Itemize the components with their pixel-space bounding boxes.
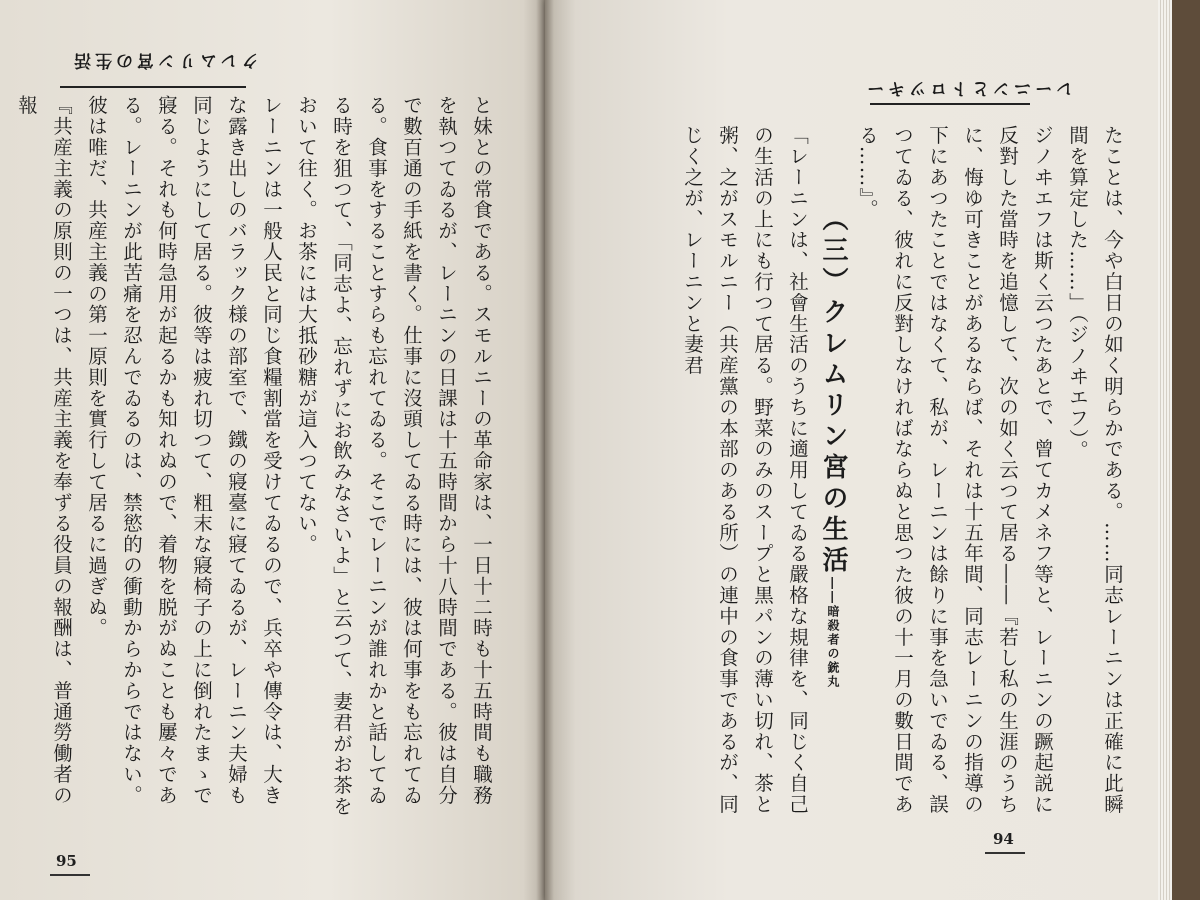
section-number: （三） — [818, 205, 848, 298]
right-header-rule — [870, 103, 1030, 105]
left-paragraph-1: と妹との常食である。スモルニーの革命家は、一日十二時も十五時間も職務を執つてゐるが、レーニンの日課は十五時間から十八時間である。彼は自分で數百通の手紙を書く。仕事に沒頭してゐる時には、彼は何事をも忘れてゐる。食事をすることすらも忘れてゐる。そこでレーニンが誰れかと話してゐる時を狙つて、「同志よ、忘れずにお飲みなさいよ」と云つて、妻君がお茶をおいて往く。お茶には大抵砂糖が這入つてない。 — [295, 95, 493, 817]
right-page — [545, 0, 1160, 900]
section-subtitle: ――暗殺者の銃丸 — [826, 577, 840, 689]
right-page-number: 94 — [993, 830, 1014, 848]
left-body-text — [9, 95, 499, 820]
right-running-header: レーニンとトロツキー — [863, 78, 1073, 98]
page-edges — [1158, 0, 1172, 900]
section-title: クレムリン宮の生活 — [818, 298, 848, 577]
left-paragraph-2: レーニンは一般人民と同じ食糧割當を受けてゐるので、兵卒や傳令は、大きな露き出しのバラック様の部室で、鐵の寢臺に寢てゐるが、レーニン夫婦も同じようにして居る。彼等は疲れ切つて、粗末な寢椅子の上に倒れたまゝで寢る。それも何時急用が起るかも知れぬので、着物を脱がぬことも屢々である。レーニンが此苦痛を忍んでゐるのは、禁慾的の衝動からからではない。彼は唯だ、共産主義の第一原則を實行して居るに過ぎぬ。 — [85, 95, 283, 806]
left-page — [0, 0, 545, 900]
right-paragraph-2: ジノヰエフは斯く云つたあとで、曾てカメネフ等と、レーニンの蹶起説に反對した當時を追憶して、次の如く云つて居る――『若し私の生涯のうちに、悔ゆ可きことがあるならば、それは十五年間、同志レーニンの指導の下にあつたことではなくて、私が、レーニンは餘りに事を急いでゐる、誤つてゐる、彼れに反對しなければならぬと思つた彼の十一月の數日間である……』。 — [856, 125, 1054, 815]
section-heading — [815, 205, 850, 815]
left-running-header: クレムリン宮の生活 — [70, 50, 259, 70]
right-folio-rule — [985, 852, 1025, 854]
left-folio-rule — [50, 874, 90, 876]
right-paragraph-1: たことは、今や白日の如く明らかである。……同志レーニンは正確に此瞬間を算定した……」（ジノヰエフ）。 — [1066, 125, 1124, 815]
left-paragraph-3: 『共産主義の原則の一つは、共産主義を奉ずる役員の報酬は、普通勞働者の報 — [15, 95, 73, 806]
section-paragraph-1: 「レーニンは、社會生活のうちに適用してゐる嚴格な規律を、同じく自己の生活の上にも行つて居る。野菜のみのスープと黒パンの薄い切れ、茶と粥、之がスモルニー（共産黨の本部のある所）の連中の食事であるが、同じく之が、レーニンと妻君 — [681, 125, 809, 815]
book-gutter — [536, 0, 554, 900]
left-header-rule — [60, 86, 246, 88]
right-body-text — [675, 125, 1130, 815]
left-page-number: 95 — [56, 852, 77, 870]
